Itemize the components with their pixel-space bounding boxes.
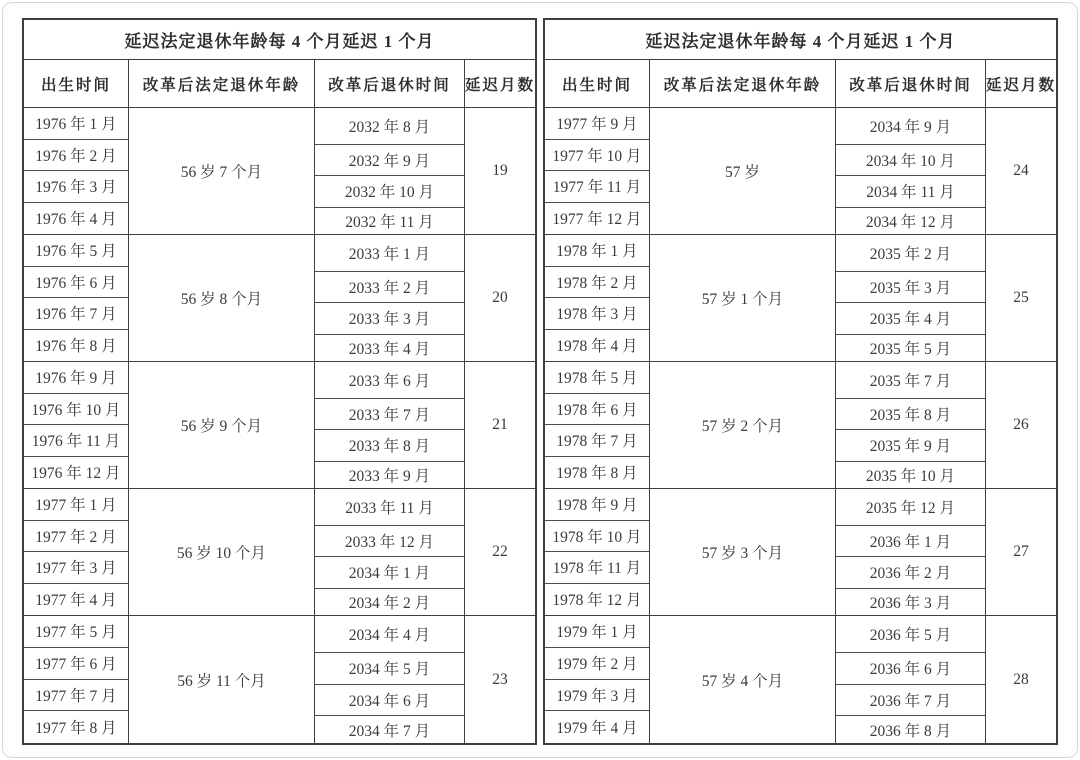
retirement-age-cell: 57 岁 4 个月 — [650, 616, 836, 743]
retirement-month-value: 2035 年 8 月 — [836, 399, 985, 431]
column-header-birth-time: 出生时间 — [545, 60, 650, 107]
retirement-month-value: 2036 年 5 月 — [836, 616, 985, 653]
retirement-month-value: 2032 年 9 月 — [315, 145, 464, 177]
retirement-month-value: 2035 年 3 月 — [836, 272, 985, 304]
retirement-age-cell: 57 岁 3 个月 — [650, 489, 836, 615]
delay-months-cell: 24 — [1013, 162, 1029, 179]
delay-months-cell: 27 — [1013, 543, 1029, 560]
birth-month-value: 1976 年 4 月 — [35, 211, 117, 229]
birth-months-cell — [24, 362, 129, 488]
table-header-row — [545, 60, 1056, 108]
retirement-months-cell — [836, 616, 986, 743]
table-header-row — [24, 60, 535, 108]
birth-month-value: 1977 年 4 月 — [35, 592, 117, 610]
retirement-month-value: 2034 年 7 月 — [348, 722, 431, 740]
delay-months-cell: 19 — [492, 162, 508, 179]
birth-month-value: 1977 年 7 月 — [24, 680, 128, 712]
birth-months-cell — [24, 489, 129, 615]
table-title: 延迟法定退休年龄每 4 个月延迟 1 个月 — [545, 20, 1056, 60]
retirement-age-cell: 56 岁 7 个月 — [129, 108, 315, 234]
table-group-row — [24, 616, 535, 743]
birth-month-value: 1978 年 3 月 — [545, 298, 649, 330]
birth-months-cell — [545, 235, 650, 361]
column-header-statutory-retirement-age: 改革后法定退休年龄 — [650, 60, 836, 107]
birth-month-value: 1978 年 7 月 — [545, 425, 649, 457]
retirement-months-cell — [836, 108, 986, 234]
table-group-row — [545, 108, 1056, 235]
retirement-month-value: 2036 年 2 月 — [836, 557, 985, 589]
birth-month-value: 1978 年 4 月 — [556, 338, 638, 356]
birth-months-cell — [24, 616, 129, 743]
table-group-row — [545, 616, 1056, 743]
birth-month-value: 1978 年 6 月 — [545, 394, 649, 426]
birth-month-value: 1978 年 11 月 — [545, 552, 649, 584]
retirement-month-value: 2035 年 5 月 — [869, 340, 952, 358]
birth-month-value: 1977 年 12 月 — [552, 211, 642, 229]
birth-month-value: 1976 年 11 月 — [24, 425, 128, 457]
retirement-months-cell — [315, 362, 465, 488]
birth-months-cell — [545, 616, 650, 743]
birth-month-value: 1979 年 2 月 — [545, 648, 649, 680]
table-group-row — [24, 489, 535, 616]
retirement-age-cell: 56 岁 8 个月 — [129, 235, 315, 361]
table-group-row — [24, 108, 535, 235]
birth-month-value: 1976 年 6 月 — [24, 267, 128, 299]
birth-month-value: 1977 年 10 月 — [545, 140, 649, 172]
birth-month-value: 1977 年 5 月 — [24, 616, 128, 648]
retirement-age-cell: 56 岁 10 个月 — [129, 489, 315, 615]
retirement-month-value: 2033 年 12 月 — [315, 526, 464, 558]
retirement-month-value: 2034 年 9 月 — [836, 108, 985, 145]
birth-month-value: 1979 年 3 月 — [545, 680, 649, 712]
retirement-month-value: 2033 年 8 月 — [315, 430, 464, 462]
birth-month-value: 1979 年 1 月 — [545, 616, 649, 648]
birth-months-cell — [545, 108, 650, 234]
retirement-months-cell — [836, 235, 986, 361]
birth-month-value: 1977 年 3 月 — [24, 552, 128, 584]
retirement-schedule-tables — [22, 18, 1058, 745]
table-groups — [24, 108, 535, 743]
birth-month-value: 1978 年 12 月 — [552, 592, 642, 610]
birth-month-value: 1978 年 1 月 — [545, 235, 649, 267]
retirement-month-value: 2035 年 2 月 — [836, 235, 985, 272]
column-header-delay-months: 延迟月数 — [986, 76, 1057, 94]
retirement-month-value: 2036 年 6 月 — [836, 653, 985, 685]
retirement-month-value: 2034 年 1 月 — [315, 557, 464, 589]
retirement-month-value: 2035 年 12 月 — [836, 489, 985, 526]
birth-month-value: 1978 年 8 月 — [556, 465, 638, 483]
table-title: 延迟法定退休年龄每 4 个月延迟 1 个月 — [24, 20, 535, 60]
retirement-months-cell — [315, 616, 465, 743]
retirement-month-value: 2033 年 7 月 — [315, 399, 464, 431]
retirement-month-value: 2033 年 6 月 — [315, 362, 464, 399]
retirement-month-value: 2035 年 10 月 — [865, 467, 956, 485]
birth-months-cell — [545, 489, 650, 615]
retirement-months-cell — [315, 235, 465, 361]
birth-month-value: 1977 年 8 月 — [35, 720, 117, 738]
retirement-month-value: 2034 年 4 月 — [315, 616, 464, 653]
column-header-delay-months: 延迟月数 — [465, 76, 536, 94]
table-groups — [545, 108, 1056, 743]
retirement-age-cell: 57 岁 2 个月 — [650, 362, 836, 488]
retirement-month-value: 2034 年 2 月 — [348, 594, 431, 612]
retirement-month-value: 2036 年 7 月 — [836, 685, 985, 717]
retirement-age-cell: 56 岁 9 个月 — [129, 362, 315, 488]
retirement-month-value: 2035 年 9 月 — [836, 430, 985, 462]
birth-months-cell — [545, 362, 650, 488]
retirement-month-value: 2033 年 9 月 — [348, 467, 431, 485]
retirement-month-value: 2035 年 7 月 — [836, 362, 985, 399]
retirement-month-value: 2032 年 8 月 — [315, 108, 464, 145]
birth-month-value: 1977 年 11 月 — [545, 171, 649, 203]
birth-month-value: 1979 年 4 月 — [556, 720, 638, 738]
retirement-age-cell: 56 岁 11 个月 — [129, 616, 315, 743]
birth-month-value: 1976 年 1 月 — [24, 108, 128, 140]
birth-months-cell — [24, 235, 129, 361]
birth-month-value: 1976 年 12 月 — [31, 465, 121, 483]
retirement-months-cell — [836, 489, 986, 615]
birth-month-value: 1978 年 2 月 — [545, 267, 649, 299]
delay-months-cell: 21 — [492, 416, 508, 433]
column-header-retirement-time: 改革后退休时间 — [315, 60, 465, 107]
delay-months-cell: 25 — [1013, 289, 1029, 306]
retirement-table-right — [543, 18, 1058, 745]
birth-months-cell — [24, 108, 129, 234]
retirement-month-value: 2033 年 2 月 — [315, 272, 464, 304]
retirement-age-cell: 57 岁 1 个月 — [650, 235, 836, 361]
table-group-row — [545, 489, 1056, 616]
column-header-statutory-retirement-age: 改革后法定退休年龄 — [129, 60, 315, 107]
retirement-month-value: 2036 年 8 月 — [869, 722, 952, 740]
retirement-month-value: 2033 年 3 月 — [315, 303, 464, 335]
table-group-row — [545, 235, 1056, 362]
table-group-row — [545, 362, 1056, 489]
retirement-month-value: 2032 年 10 月 — [315, 176, 464, 208]
retirement-months-cell — [836, 362, 986, 488]
retirement-month-value: 2034 年 12 月 — [865, 213, 956, 231]
retirement-month-value: 2034 年 10 月 — [836, 145, 985, 177]
delay-months-cell: 23 — [492, 670, 508, 688]
retirement-month-value: 2033 年 4 月 — [348, 340, 431, 358]
delay-months-cell: 28 — [1013, 670, 1029, 688]
retirement-month-value: 2033 年 11 月 — [315, 489, 464, 526]
birth-month-value: 1976 年 10 月 — [24, 394, 128, 426]
retirement-month-value: 2034 年 5 月 — [315, 653, 464, 685]
birth-month-value: 1976 年 3 月 — [24, 171, 128, 203]
birth-month-value: 1977 年 1 月 — [24, 489, 128, 521]
retirement-month-value: 2033 年 1 月 — [315, 235, 464, 272]
birth-month-value: 1976 年 8 月 — [35, 338, 117, 356]
retirement-month-value: 2036 年 3 月 — [869, 594, 952, 612]
column-header-retirement-time: 改革后退休时间 — [836, 60, 986, 107]
retirement-month-value: 2034 年 11 月 — [836, 176, 985, 208]
retirement-month-value: 2034 年 6 月 — [315, 685, 464, 717]
retirement-table-left — [22, 18, 537, 745]
retirement-month-value: 2032 年 11 月 — [345, 213, 434, 231]
column-header-birth-time: 出生时间 — [24, 60, 129, 107]
birth-month-value: 1978 年 9 月 — [545, 489, 649, 521]
birth-month-value: 1977 年 2 月 — [24, 521, 128, 553]
birth-month-value: 1976 年 9 月 — [24, 362, 128, 394]
delay-months-cell: 22 — [492, 543, 508, 560]
birth-month-value: 1978 年 10 月 — [545, 521, 649, 553]
birth-month-value: 1976 年 2 月 — [24, 140, 128, 172]
birth-month-value: 1976 年 7 月 — [24, 298, 128, 330]
birth-month-value: 1977 年 9 月 — [545, 108, 649, 140]
delay-months-cell: 26 — [1013, 416, 1029, 433]
birth-month-value: 1978 年 5 月 — [545, 362, 649, 394]
retirement-age-cell: 57 岁 — [650, 108, 836, 234]
retirement-months-cell — [315, 489, 465, 615]
retirement-month-value: 2036 年 1 月 — [836, 526, 985, 558]
table-group-row — [24, 235, 535, 362]
birth-month-value: 1977 年 6 月 — [24, 648, 128, 680]
delay-months-cell: 20 — [492, 289, 508, 306]
retirement-month-value: 2035 年 4 月 — [836, 303, 985, 335]
birth-month-value: 1976 年 5 月 — [24, 235, 128, 267]
table-group-row — [24, 362, 535, 489]
retirement-months-cell — [315, 108, 465, 234]
